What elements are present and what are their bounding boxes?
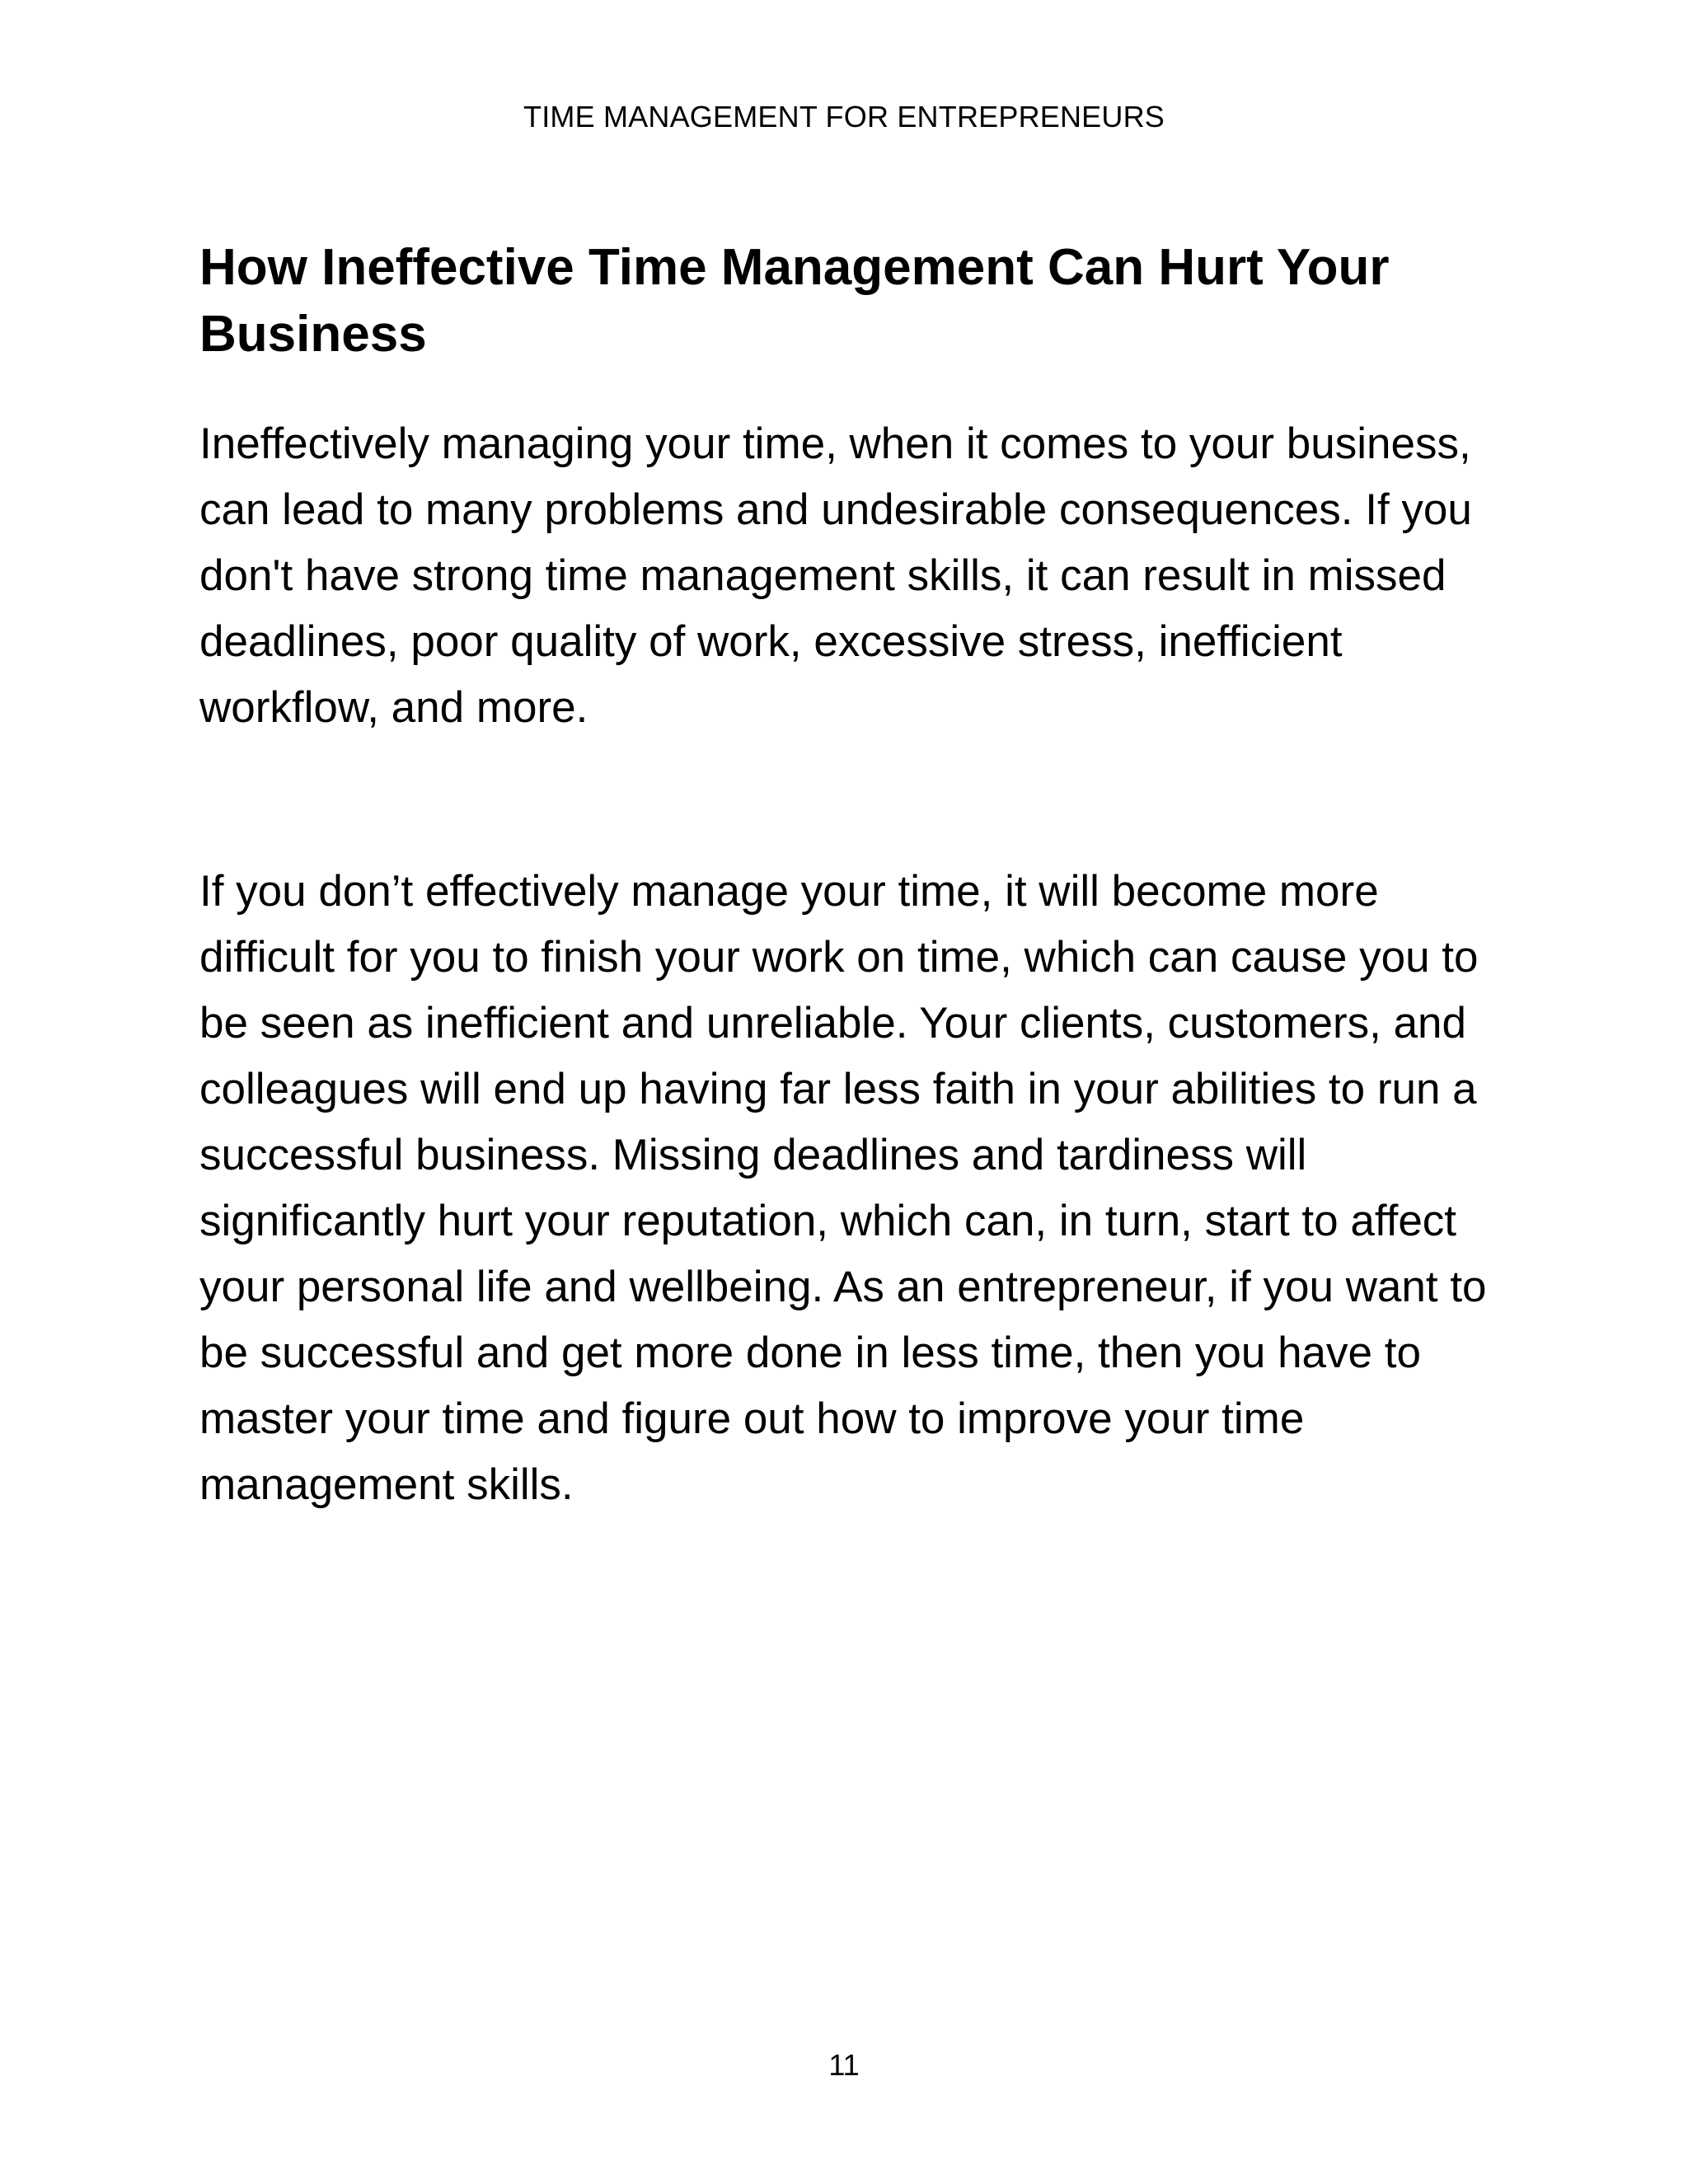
running-header: TIME MANAGEMENT FOR ENTREPRENEURS: [523, 100, 1165, 134]
section-heading: How Ineffective Time Management Can Hurt Your Business: [199, 239, 1390, 363]
page-content: [199, 234, 1510, 1518]
body-paragraph-2: If you don’t effectively manage your time, it will become more difficult for you to finish your work on time, which can cause you to be seen as inefficient and unreliable. Your clients, customers, and colleagues will end up having far less faith in your abilities to run a successful business. Missing deadlines and tardiness will significantly hurt your reputation, which can, in turn, start to affect your personal life and wellbeing. As an entrepreneur, if you want to be successful and get more done in less time, then you have to master your time and figure out how to improve your time management skills.: [199, 867, 1487, 1509]
page-number: 11: [828, 2048, 860, 2082]
body-paragraph-1: Ineffectively managing your time, when it comes to your business, can lead to many problems and undesirable consequences. If you don't have strong time management skills, it can result in missed deadlines, poor quality of work, excessive stress, inefficient workflow, and more.: [199, 419, 1472, 732]
